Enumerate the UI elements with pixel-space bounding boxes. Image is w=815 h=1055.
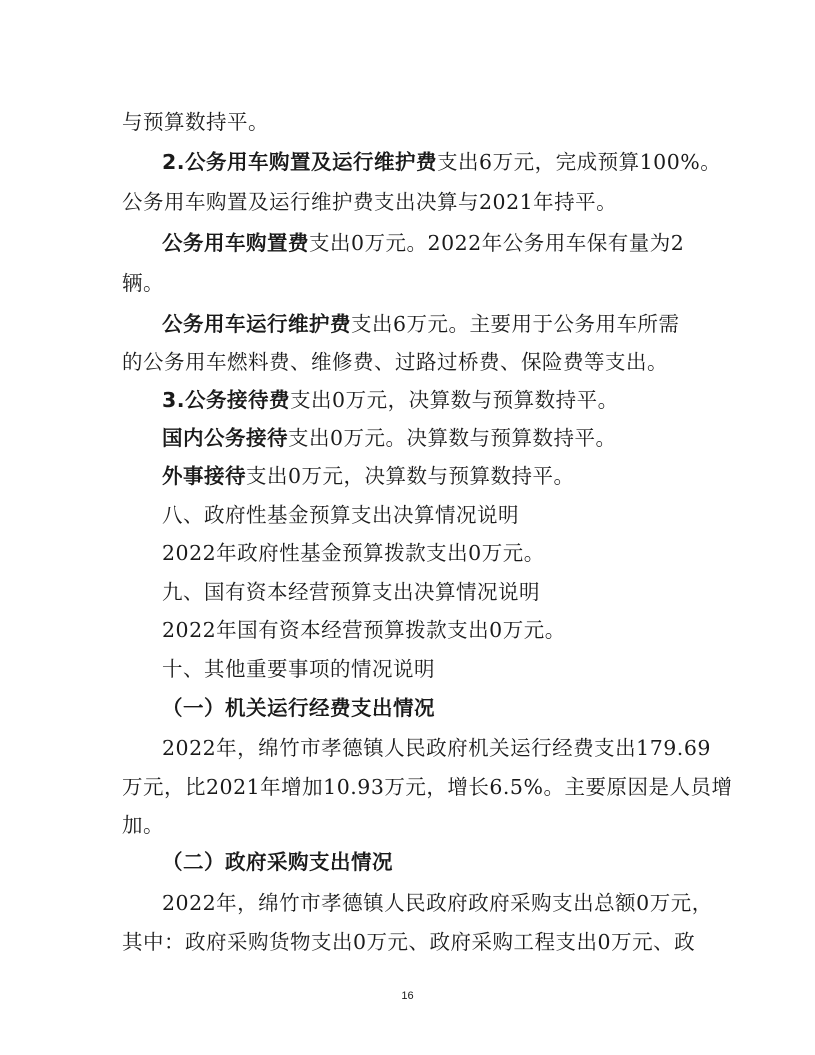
paragraph-line: 3.公务接待费支出0万元，决算数与预算数持平。 — [162, 388, 619, 412]
paragraph-line: 2022年政府性基金预算拨款支出0万元。 — [162, 541, 545, 565]
paragraph-line: 公务用车购置及运行维护费支出决算与2021年持平。 — [122, 190, 618, 214]
section-heading-8: 八、政府性基金预算支出决算情况说明 — [162, 503, 519, 527]
subsection-heading-1: （一）机关运行经费支出情况 — [162, 696, 435, 720]
paragraph-line: 与预算数持平。 — [122, 110, 269, 134]
bold-label: 外事接待 — [162, 464, 246, 488]
bold-label: 2.公务用车购置及运行维护费 — [162, 150, 438, 174]
paragraph-line: 万元，比2021年增加10.93万元，增长6.5%。主要原因是人员增 — [122, 775, 733, 799]
bold-label: 国内公务接待 — [162, 426, 288, 450]
paragraph-line: 2022年国有资本经营预算拨款支出0万元。 — [162, 618, 566, 642]
section-heading-9: 九、国有资本经营预算支出决算情况说明 — [162, 580, 540, 604]
paragraph-line: 2022年，绵竹市孝德镇人民政府机关运行经费支出179.69 — [162, 736, 711, 760]
paragraph-line: 2.公务用车购置及运行维护费支出6万元，完成预算100%。 — [162, 150, 722, 174]
paragraph-line: 公务用车购置费支出0万元。2022年公务用车保有量为2 — [162, 231, 685, 255]
paragraph-line: 辆。 — [122, 271, 164, 295]
paragraph-line: 的公务用车燃料费、维修费、过路过桥费、保险费等支出。 — [122, 350, 668, 374]
paragraph-line: 国内公务接待支出0万元。决算数与预算数持平。 — [162, 426, 617, 450]
section-heading-10: 十、其他重要事项的情况说明 — [162, 657, 435, 681]
bold-label: 3.公务接待费 — [162, 388, 291, 412]
paragraph-line: 2022年，绵竹市孝德镇人民政府政府采购支出总额0万元， — [162, 891, 713, 915]
bold-label: 公务用车运行维护费 — [162, 312, 351, 336]
paragraph-line: 加。 — [122, 813, 164, 837]
bold-label: 公务用车购置费 — [162, 231, 309, 255]
page-number: 16 — [401, 990, 414, 1002]
paragraph-line: 公务用车运行维护费支出6万元。主要用于公务用车所需 — [162, 312, 680, 336]
paragraph-line: 其中：政府采购货物支出0万元、政府采购工程支出0万元、政 — [122, 930, 696, 954]
subsection-heading-2: （二）政府采购支出情况 — [162, 850, 393, 874]
paragraph-line: 外事接待支出0万元，决算数与预算数持平。 — [162, 464, 575, 488]
